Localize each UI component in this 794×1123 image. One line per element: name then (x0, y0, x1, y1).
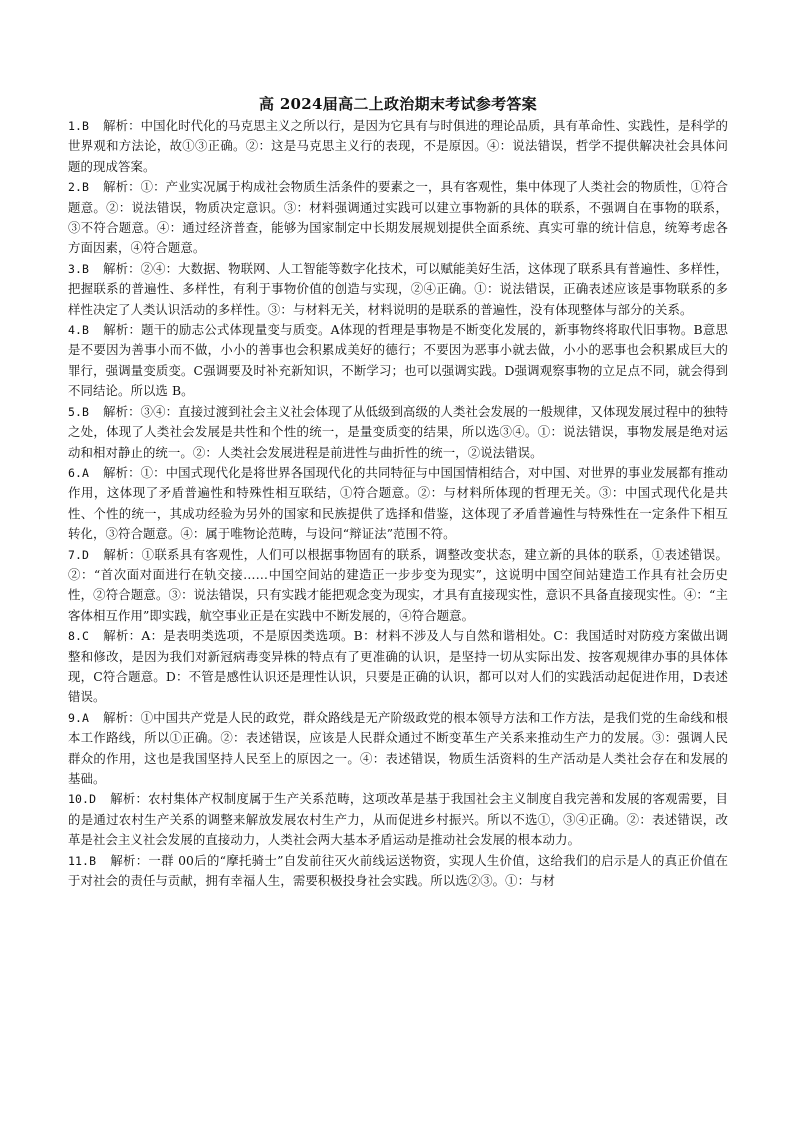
analysis-label: 解析： (103, 403, 141, 419)
analysis-text: ①中国共产党是人民的政党，群众路线是无产阶级政党的根本领导方法和工作方法，是我们党的生命线和根本工作路线，所以①正确。②：表述错误，应该是人民群众通过不断变革生产关系来推动生产力的发展。③：强调人民群众的作用，这也是我国坚持人民至上的原因之一。④：表述错误，物质生活资料的生产活动是人类社会存在和发展的基础。 (68, 709, 728, 786)
answer-list (68, 116, 728, 891)
answer-item (68, 259, 728, 320)
answer-number: 11.B (68, 853, 97, 868)
analysis-label: 解析： (103, 322, 142, 338)
analysis-text: A：是表明类选项，不是原因类选项。B：材料不涉及人与自然和谐相处。C：我国适时对防疫方案做出调整和修改，是因为我们对新冠病毒变异株的特点有了更准确的认识，是坚持一切从实际出发、按客观规律办事的具体体现，C符合题意。D：不管是感性认识还是理性认识，只要是正确的认识，都可以对人们的实践活动起促进作用，D表述错误。 (68, 628, 728, 705)
answer-item (68, 320, 728, 402)
analysis-label: 解析： (110, 791, 149, 807)
analysis-text: ③④：直接过渡到社会主义社会体现了从低级到高级的人类社会发展的一般规律，又体现发展过程中的独特之处，体现了人类社会发展是共性和个性的统一，是量变质变的结果，所以选③④。①：说法错误，事物发展是绝对运动和相对静止的统一。②：人类社会发展进程是前进性与曲折性的统一，②说法错误。 (68, 403, 728, 460)
answer-item (68, 545, 728, 627)
analysis-text: 中国化时代化的马克思主义之所以行，是因为它具有与时俱进的理论品质，具有革命性、实践性，是科学的世界观和方法论，故①③正确。②：这是马克思主义行的表现，不是原因。④：说法错误，哲学不提供解决社会具体问题的现成答案。 (68, 118, 728, 174)
analysis-text: ①：中国式现代化是将世界各国现代化的共同特征与中国国情相结合，对中国、对世界的事业发展都有推动作用，这体现了矛盾普遍性和特殊性相互联结，①符合题意。②：与材料所体现的哲理无关。③：中国式现代化是共性、个性的统一，其成功经验为另外的国家和民族提供了选择和借鉴，这体现了矛盾普遍性与特殊性在一定条件下相互转化，③符合题意。④：属于唯物论范畴，与设问“辩证法”范围不符。 (68, 464, 728, 542)
answer-number: 8.C (68, 629, 90, 644)
analysis-label: 解析： (103, 709, 141, 725)
analysis-label: 解析： (103, 546, 142, 562)
analysis-label: 解析： (103, 118, 141, 133)
answer-item (68, 116, 728, 177)
answer-item (68, 708, 728, 790)
analysis-text: ①联系具有客观性，人们可以根据事物固有的联系，调整改变状态，建立新的具体的联系，①表述错误。②：“首次面对面进行在轨交接……中国空间站的建造正一步步变为现实”，这说明中国空间站建造工作具有社会历史性，②符合题意。③：说法错误，只有实践才能把观念变为现实，才具有直接现实性，意识不具备直接现实性。④：“主客体相互作用”即实践，航空事业正是在实践中不断发展的，④符合题意。 (68, 546, 728, 623)
answer-number: 3.B (68, 261, 90, 276)
analysis-label: 解析： (103, 464, 141, 480)
analysis-text: ①：产业实况属于构成社会物质生活条件的要素之一，具有客观性，集中体现了人类社会的物质性，①符合题意。②：说法错误，物质决定意识。③：材料强调通过实践可以建立事物新的具体的联系，不强调自在事物的联系，③不符合题意。④：通过经济普查，能够为国家制定中长期发展规划提供全面系统、真实可靠的统计信息，统筹考虑各方面因素，④符合题意。 (68, 179, 728, 256)
answer-item (68, 463, 728, 545)
answer-number: 4.B (68, 323, 90, 338)
page-title: 高 2024届高二上政治期末考试参考答案 (259, 95, 537, 113)
answer-item (68, 177, 728, 259)
answer-item (68, 626, 728, 708)
answer-page (68, 94, 728, 891)
answer-number: 6.A (68, 465, 90, 480)
answer-number: 2.B (68, 180, 90, 195)
answer-number: 1.B (68, 119, 90, 133)
analysis-text: 一群 00后的“摩托骑士”自发前往灭火前线运送物资，实现人生价值，这给我们的启示是人的真正价值在于对社会的责任与贡献，拥有幸福人生，需要积极投身社会实践。所以选②③。①：与材 (68, 852, 728, 889)
answer-number: 5.B (68, 404, 90, 419)
answer-number: 10.D (68, 792, 97, 807)
answer-item (68, 789, 728, 850)
analysis-text: ②④：大数据、物联网、人工智能等数字化技术，可以赋能美好生活，这体现了联系具有普遍性、多样性，把握联系的普遍性、多样性，有利于事物价值的创造与实现，②④正确。①：说法错误，正确表述应该是事物联系的多样性决定了人类认识活动的多样性。③：与材料无关，材料说明的是联系的普遍性，没有体现整体与部分的关系。 (68, 260, 728, 317)
answer-number: 9.A (68, 710, 90, 725)
analysis-text: 题干的励志公式体现量变与质变。A体现的哲理是事物是不断变化发展的，新事物终将取代旧事物。B意思是不要因为善事小而不做，小小的善事也会积累成美好的德行；不要因为恶事小就去做，小小的恶事也会积累成巨大的罪行，强调量变质变。C强调要及时补充新知识，不断学习；也可以强调实践。D强调观察事物的立足点不同，就会得到不同结论。所以选 B。 (68, 322, 728, 399)
answer-item (68, 402, 728, 463)
analysis-text: 农村集体产权制度属于生产关系范畴，这项改革是基于我国社会主义制度自我完善和发展的客观需要，目的是通过农村生产关系的调整来解放发展农村生产力，从而促进乡村振兴。所以不选①，③④正确。②：表述错误，改革是社会主义社会发展的直接动力，人类社会两大基本矛盾运动是推动社会发展的根本动力。 (68, 791, 728, 848)
analysis-label: 解析： (103, 628, 142, 644)
analysis-label: 解析： (110, 852, 149, 868)
analysis-label: 解析： (103, 260, 141, 276)
answer-number: 7.D (68, 547, 90, 562)
analysis-label: 解析： (103, 179, 141, 195)
answer-item (68, 851, 728, 892)
